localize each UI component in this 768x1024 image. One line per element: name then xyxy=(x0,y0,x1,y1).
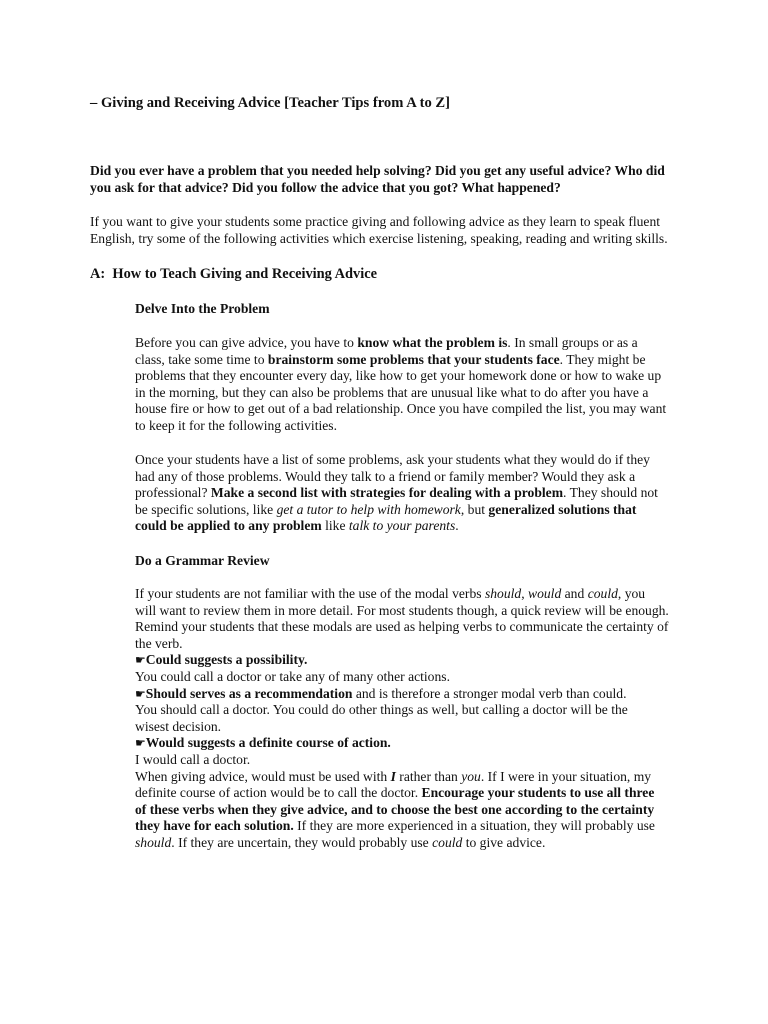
delve-p2-line: professional? Make a second list with strategies for dealing with a problem. They should not xyxy=(135,485,658,501)
delve-p1-line: Before you can give advice, you have to know what the problem is. In small groups or as a xyxy=(135,335,638,350)
grammar-final-line xyxy=(135,802,690,819)
pointing-hand-icon: ☛ xyxy=(135,653,146,668)
example-italic: talk to your parents xyxy=(348,518,456,534)
would-bullet xyxy=(135,735,690,752)
emphasis: they have for each solution. xyxy=(135,818,294,834)
delve-p2-line: be specific solutions, like get a tutor to help with homework, but generalized solutions that xyxy=(135,501,637,517)
modal-italic: could xyxy=(432,834,463,850)
emphasis: generalized solutions that xyxy=(488,501,637,517)
grammar-line: the verb. xyxy=(135,635,183,651)
grammar-line: If your students are not familiar with the use of the modal verbs should, would and could, you xyxy=(135,586,646,601)
delve-heading xyxy=(135,301,690,318)
intro-paragraph-line-1: If you want to give your students some practice giving and following advice as they learn to speak fluent xyxy=(90,214,661,229)
modal-italic: could xyxy=(587,586,618,601)
section-a-heading-text: A: How to Teach Giving and Receiving Advice xyxy=(90,266,378,282)
delve-paragraph-1 xyxy=(135,335,690,435)
intro-paragraph-line-2: English, try some of the following activities which exercise listening, speaking, reading and writing skills. xyxy=(90,230,668,246)
intro-paragraph xyxy=(90,214,690,247)
delve-p1-line: house fire or how to get out of a bad relationship. Once you have compiled the list, you may want xyxy=(135,401,667,417)
grammar-final-line: they have for each solution. If they are more experienced in a situation, they will probably use xyxy=(135,818,655,834)
intro-questions xyxy=(90,163,690,196)
modal-italic: should xyxy=(135,834,172,850)
emphasis: brainstorm some problems that your students face xyxy=(267,351,560,367)
pointing-hand-icon: ☛ xyxy=(135,736,146,751)
delve-p2-line: could be applied to any problem like talk to your parents. xyxy=(135,518,459,534)
grammar-line: will want to review them in more detail. For most students though, a quick review will be enough. xyxy=(135,602,669,618)
could-bullet xyxy=(135,652,690,669)
modal-italic: should xyxy=(484,586,522,601)
emphasis: know what the problem is xyxy=(357,335,508,350)
emphasis: Encourage your students to use all three xyxy=(421,785,655,801)
should-example-line: You should call a doctor. You could do other things as well, but calling a doctor will be the xyxy=(135,702,628,718)
emphasis: of these verbs when they give advice, and to choose the best one according to the certainty xyxy=(135,801,655,817)
delve-p1-line: problems that they encounter every day, like how to get your homework done or how to wake up xyxy=(135,368,662,384)
could-bullet-text: Could suggests a possibility. xyxy=(145,652,308,668)
example-italic: get a tutor to help with homework xyxy=(276,501,461,517)
could-example: You could call a doctor or take any of many other actions. xyxy=(135,668,450,684)
delve-p2-line: Once your students have a list of some problems, ask your students what they would do if they xyxy=(135,452,650,467)
grammar-section xyxy=(135,586,690,852)
grammar-final-line: When giving advice, would must be used with I rather than you. If I were in your situation, my xyxy=(135,768,652,784)
intro-questions-line-1: Did you ever have a problem that you needed help solving? Did you get any useful advice? Who did xyxy=(90,163,665,178)
should-bullet xyxy=(135,686,690,703)
pronoun-italic: you xyxy=(461,768,481,784)
grammar-line: Remind your students that these modals are used as helping verbs to communicate the certainty of xyxy=(135,619,669,635)
delve-p1-line: to keep it for the following activities. xyxy=(135,417,337,433)
would-bullet-text: Would suggests a definite course of action. xyxy=(145,735,391,751)
grammar-heading xyxy=(135,553,690,570)
should-bullet-text: Should serves as a recommendation xyxy=(145,685,353,701)
would-example: I would call a doctor. xyxy=(135,751,251,767)
grammar-final-line: definite course of action would be to call the doctor. Encourage your students to use all three xyxy=(135,785,655,801)
intro-questions-line-2: you ask for that advice? Did you follow the advice that you got? What happened? xyxy=(90,179,561,195)
document-title xyxy=(90,95,690,112)
modal-italic: would xyxy=(528,586,562,601)
pronoun-italic: I xyxy=(390,768,396,784)
should-example-line: wisest decision. xyxy=(135,718,222,734)
section-a-heading xyxy=(90,266,690,283)
delve-paragraph-2 xyxy=(135,452,690,535)
delve-p1-line: class, take some time to brainstorm some problems that your students face. They might be xyxy=(135,351,646,367)
emphasis: Make a second list with strategies for dealing with a problem xyxy=(210,485,564,501)
grammar-final-line: should. If they are uncertain, they would probably use could to give advice. xyxy=(135,834,546,850)
emphasis: could be applied to any problem xyxy=(135,518,322,534)
delve-p2-line: had any of those problems. Would they talk to a friend or family member? Would they ask a xyxy=(135,468,636,484)
pointing-hand-icon: ☛ xyxy=(135,686,146,701)
document-title-text: – Giving and Receiving Advice [Teacher Tips from A to Z] xyxy=(90,95,451,111)
should-bullet-rest: and is therefore a stronger modal verb than could. xyxy=(352,685,627,701)
grammar-heading-text: Do a Grammar Review xyxy=(135,553,270,568)
delve-p1-line: in the morning, but they can also be problems that are unusual like what to do after you have a xyxy=(135,384,649,400)
delve-heading-text: Delve Into the Problem xyxy=(135,301,270,316)
